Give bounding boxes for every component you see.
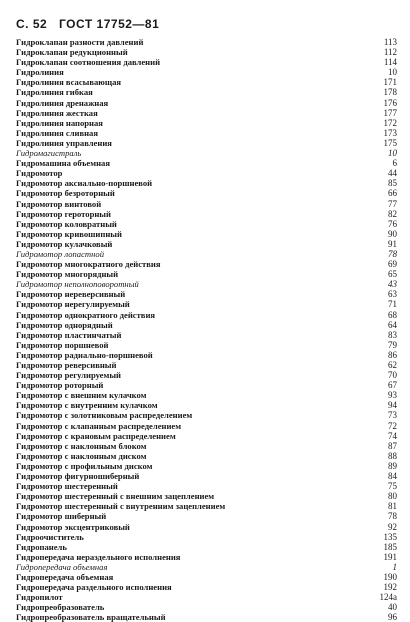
index-term: Гидролиния дренажная (16, 97, 109, 108)
index-term: Гидроклапан соотношения давлений (16, 57, 161, 68)
index-term: Гидромотор аксиально-поршневой (16, 178, 153, 189)
index-page-ref: 124а (379, 592, 397, 603)
index-page-ref: 62 (388, 360, 397, 370)
index-page-ref: 43 (388, 279, 397, 290)
index-page-ref: 1 (392, 561, 397, 572)
index-entry (16, 98, 397, 108)
index-page-ref: 135 (383, 531, 397, 542)
index-term: Гидромотор неполноповоротный (16, 279, 139, 290)
index-term: Гидромотор безроторный (16, 188, 115, 199)
index-entry (16, 400, 397, 410)
index-entry (16, 421, 397, 431)
index-page-ref: 96 (388, 612, 397, 622)
index-entry (16, 289, 397, 299)
index-entry (16, 128, 397, 138)
index-entry (16, 118, 397, 128)
index-term: Гидромотор с наклонным диском (16, 450, 147, 461)
index-page-ref: 66 (388, 188, 397, 199)
index-entry (16, 37, 397, 47)
page-header (16, 17, 159, 31)
index-term: Гидромотор регулируемый (16, 370, 121, 381)
index-page-ref: 44 (388, 168, 397, 179)
index-entry (16, 552, 397, 562)
index-entry (16, 582, 397, 592)
index-term: Гидропередача раздельного исполнения (16, 582, 172, 593)
index-page-ref: 192 (383, 582, 397, 593)
index-term: Гидромотор шестеренный (16, 481, 118, 492)
index-entry (16, 108, 397, 118)
index-entry (16, 259, 397, 269)
index-term: Гидроклапан разности давлений (16, 37, 144, 47)
index-page-ref: 84 (388, 471, 397, 482)
index-entry (16, 178, 397, 188)
index-term: Гидромотор кулачковый (16, 238, 113, 249)
index-page-ref: 65 (388, 269, 397, 280)
index-page-ref: 185 (383, 541, 397, 552)
index-entry (16, 168, 397, 178)
index-entry (16, 511, 397, 521)
index-entry (16, 370, 397, 380)
index-page-ref: 64 (388, 319, 397, 330)
index-entry (16, 410, 397, 420)
index-term: Гидролиния управления (16, 137, 112, 148)
standard-designation: ГОСТ 17752—81 (59, 17, 160, 31)
index-term: Гидромотор эксцентриковый (16, 521, 130, 532)
index-page-ref: 78 (388, 248, 397, 259)
index-entry (16, 310, 397, 320)
index-entry (16, 199, 397, 209)
index-term: Гидромотор многорядный (16, 269, 119, 280)
index-page-ref: 67 (388, 380, 397, 391)
index-term: Гидромотор (16, 168, 63, 179)
index-page-ref: 71 (388, 299, 397, 310)
index-entry (16, 209, 397, 219)
index-page-ref: 190 (383, 571, 397, 582)
index-term: Гидромотор радиально-поршневой (16, 349, 153, 360)
index-page-ref: 78 (388, 511, 397, 522)
index-term: Гидромотор однорядный (16, 319, 113, 330)
index-page-ref: 86 (388, 349, 397, 360)
index-term: Гидромотор с внутренним кулачком (16, 400, 158, 411)
index-entry (16, 592, 397, 602)
index-page-ref: 81 (388, 501, 397, 512)
index-page-ref: 75 (388, 481, 397, 492)
index-term: Гидромотор с крановым распределением (16, 430, 176, 441)
index-term: Гидромотор с профильным диском (16, 460, 153, 471)
index-entry (16, 461, 397, 471)
index-page-ref: 178 (383, 87, 397, 98)
index-entry (16, 249, 397, 259)
index-entry (16, 67, 397, 77)
index-entry (16, 320, 397, 330)
index-page-ref: 85 (388, 178, 397, 189)
index-term: Гидромотор с внешним кулачком (16, 390, 147, 401)
index-term: Гидролиния жесткая (16, 107, 98, 118)
index-page-ref: 87 (388, 440, 397, 451)
index-page-ref: 176 (383, 97, 397, 108)
index-page-ref: 88 (388, 450, 397, 461)
index-entry (16, 431, 397, 441)
index-term: Гидромотор нереверсивный (16, 289, 126, 300)
index-term: Гидролиния (16, 67, 64, 78)
index-term: Гидромотор шестеренный с внешним зацеплением (16, 491, 215, 502)
index-page-ref: 63 (388, 289, 397, 300)
index-term: Гидромотор с наклонным блоком (16, 440, 147, 451)
index-page-ref: 69 (388, 259, 397, 270)
index-entry (16, 299, 397, 309)
index-entry (16, 451, 397, 461)
index-entry (16, 77, 397, 87)
index-term: Гидромотор с золотниковым распределением (16, 410, 193, 421)
index-term: Гидромотор шиберный (16, 511, 107, 522)
index-page-ref: 173 (383, 127, 397, 138)
index-entry (16, 471, 397, 481)
index-entry (16, 350, 397, 360)
index-entry (16, 138, 397, 148)
index-entry (16, 562, 397, 572)
index-term: Гидромагистраль (16, 148, 82, 159)
index-term: Гидромотор реверсивный (16, 360, 117, 370)
index-entry (16, 229, 397, 239)
index-term: Гидромотор фигурношиберный (16, 471, 140, 482)
index-term: Гидромотор многократного действия (16, 259, 161, 270)
index-page-ref: 113 (383, 37, 397, 47)
index-term: Гидромотор пластинчатый (16, 329, 122, 340)
index-entry (16, 380, 397, 390)
index-term: Гидропреобразователь (16, 602, 105, 613)
index-term: Гидролиния сливная (16, 127, 99, 138)
index-term: Гидромотор коловратный (16, 218, 117, 229)
index-page-ref: 74 (388, 430, 397, 441)
index-page-ref: 93 (388, 390, 397, 401)
index-term: Гидропреобразователь вращательный (16, 612, 166, 622)
index-entry (16, 148, 397, 158)
index-entry (16, 390, 397, 400)
index-page-ref: 89 (388, 460, 397, 471)
index-entry (16, 441, 397, 451)
index-page-ref: 175 (383, 137, 397, 148)
index-entry (16, 47, 397, 57)
index-entry (16, 279, 397, 289)
index-page-ref: 191 (383, 551, 397, 562)
index-term: Гидропередача объемная (16, 561, 108, 572)
index-term: Гидропередача нераздельного исполнения (16, 551, 181, 562)
index-term: Гидромотор роторный (16, 380, 104, 391)
index-page-ref: 80 (388, 491, 397, 502)
index-page-ref: 177 (383, 107, 397, 118)
index-term: Гидролиния всасывающая (16, 77, 122, 88)
index-page-ref: 172 (383, 117, 397, 128)
index-entry (16, 542, 397, 552)
alphabetical-index (16, 37, 397, 622)
index-entry (16, 219, 397, 229)
index-page-ref: 171 (383, 77, 397, 88)
index-term: Гидромотор шестеренный с внутренним зацеплением (16, 501, 226, 512)
index-page-ref: 94 (388, 400, 397, 411)
index-entry (16, 522, 397, 532)
index-term: Гидромотор с клапанным распределением (16, 420, 182, 431)
index-page-ref: 112 (383, 47, 397, 58)
index-entry (16, 572, 397, 582)
index-entry (16, 330, 397, 340)
index-term: Гидромотор героторный (16, 208, 111, 219)
index-entry (16, 602, 397, 612)
index-page-ref: 91 (388, 238, 397, 249)
index-term: Гидромотор лопастной (16, 248, 104, 259)
index-page-ref: 82 (388, 208, 397, 219)
index-term: Гидроочиститель (16, 531, 84, 542)
index-term: Гидромотор кривошипный (16, 228, 122, 239)
index-page-ref: 90 (388, 228, 397, 239)
index-entry (16, 532, 397, 542)
index-page-ref: 92 (388, 521, 397, 532)
index-term: Гидроклапан редукционный (16, 47, 128, 58)
index-term: Гидромотор поршневой (16, 339, 109, 350)
index-entry (16, 269, 397, 279)
index-page-ref: 68 (388, 309, 397, 320)
index-page-ref: 79 (388, 339, 397, 350)
index-entry (16, 501, 397, 511)
index-page-ref: 76 (388, 218, 397, 229)
index-page-ref: 72 (388, 420, 397, 431)
index-page-ref: 114 (383, 57, 397, 68)
index-entry (16, 481, 397, 491)
index-entry (16, 239, 397, 249)
index-page-ref: 83 (388, 329, 397, 340)
index-page-ref: 40 (388, 602, 397, 613)
index-page-ref: 73 (388, 410, 397, 421)
index-entry (16, 87, 397, 97)
index-term: Гидролиния напорная (16, 117, 103, 128)
index-entry (16, 340, 397, 350)
index-entry (16, 57, 397, 67)
index-term: Гидромотор винтовой (16, 198, 102, 209)
index-page-ref: 10 (388, 67, 397, 78)
page-number: С. 52 (16, 17, 48, 31)
index-page-ref: 70 (388, 370, 397, 381)
index-page-ref: 10 (388, 148, 397, 159)
index-entry (16, 491, 397, 501)
index-term: Гидролиния гибкая (16, 87, 93, 98)
index-page-ref: 6 (392, 158, 397, 169)
index-term: Гидропанель (16, 541, 67, 552)
index-term: Гидромотор нерегулируемый (16, 299, 130, 310)
index-term: Гидропилот (16, 592, 63, 603)
index-page-ref: 77 (388, 198, 397, 209)
index-entry (16, 612, 397, 622)
index-entry (16, 188, 397, 198)
index-term: Гидропередача объемная (16, 571, 114, 582)
index-entry (16, 360, 397, 370)
index-entry (16, 158, 397, 168)
index-term: Гидромотор однократного действия (16, 309, 156, 320)
index-term: Гидромашина объемная (16, 158, 111, 169)
